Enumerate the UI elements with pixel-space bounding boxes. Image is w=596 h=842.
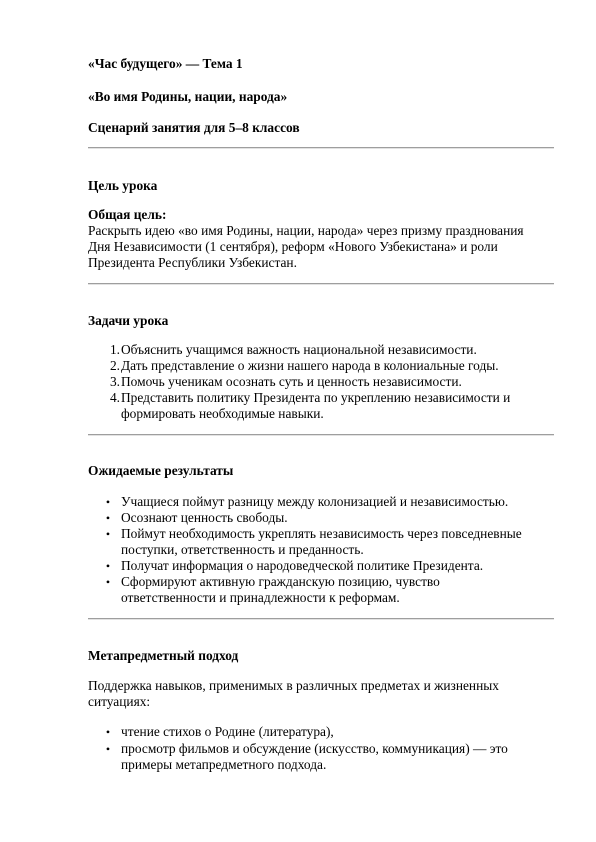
list-item-text: Помочь ученикам осознать суть и ценность независимости. [121,374,462,389]
bullet-icon: • [105,725,111,739]
divider [88,434,554,436]
bullet-icon: • [105,495,111,509]
list-item-text: примеры метапредметного подхода. [121,757,327,772]
bullet-icon: • [105,511,111,525]
divider [88,618,554,620]
lesson-title: «Во имя Родины, нации, народа» [88,89,288,104]
bullet-icon: • [105,742,111,756]
list-item-text: ответственности и принадлежности к реформам. [121,590,400,605]
list-number: 1. [109,342,120,357]
list-item-text: Учащиеся поймут разницу между колонизацией и независимостью. [121,494,509,509]
list-item-text: Дать представление о жизни нашего народа в колониальные годы. [121,358,499,373]
list-item-text: просмотр фильмов и обсуждение (искусство, коммуникация) — это [121,741,508,756]
goal-text-line: Дня Независимости (1 сентября), реформ «Нового Узбекистана» и роли [88,239,498,254]
scenario-subtitle: Сценарий занятия для 5–8 классов [88,120,300,135]
goal-subheading: Общая цель: [88,207,167,222]
list-item-text: Поймут необходимость укреплять независимость через повседневные [121,526,522,541]
bullet-icon: • [105,575,111,589]
bullet-icon: • [105,559,111,573]
list-number: 3. [109,374,120,389]
list-number: 2. [109,358,120,373]
list-item-text: Осознают ценность свободы. [121,510,288,525]
divider [88,283,554,285]
list-item-text: Представить политику Президента по укреплению независимости и [121,390,511,405]
goal-text-line: Президента Республики Узбекистан. [88,255,297,270]
goal-text-line: Раскрыть идею «во имя Родины, нации, народа» через призму празднования [88,223,524,238]
list-item-text: формировать необходимые навыки. [121,406,324,421]
bullet-icon: • [105,527,111,541]
tasks-heading: Задачи урока [88,313,169,328]
list-number: 4. [109,390,120,405]
list-item-text: Сформируют активную гражданскую позицию, чувство [121,574,440,589]
list-item-text: Получат информация о народоведческой политике Президента. [121,558,484,573]
goal-heading: Цель урока [88,178,158,193]
list-item-text: чтение стихов о Родине (литература), [121,724,334,739]
meta-intro-line: Поддержка навыков, применимых в различных предметах и жизненных [88,678,499,693]
list-item-text: поступки, ответственность и преданность. [121,542,364,557]
list-item-text: Объяснить учащимся важность национальной независимости. [121,342,477,357]
divider [88,147,554,149]
meta-heading: Метапредметный подход [88,648,239,663]
topic-title: «Час будущего» — Тема 1 [88,56,243,71]
meta-intro-line: ситуациях: [88,694,151,709]
results-heading: Ожидаемые результаты [88,463,234,478]
